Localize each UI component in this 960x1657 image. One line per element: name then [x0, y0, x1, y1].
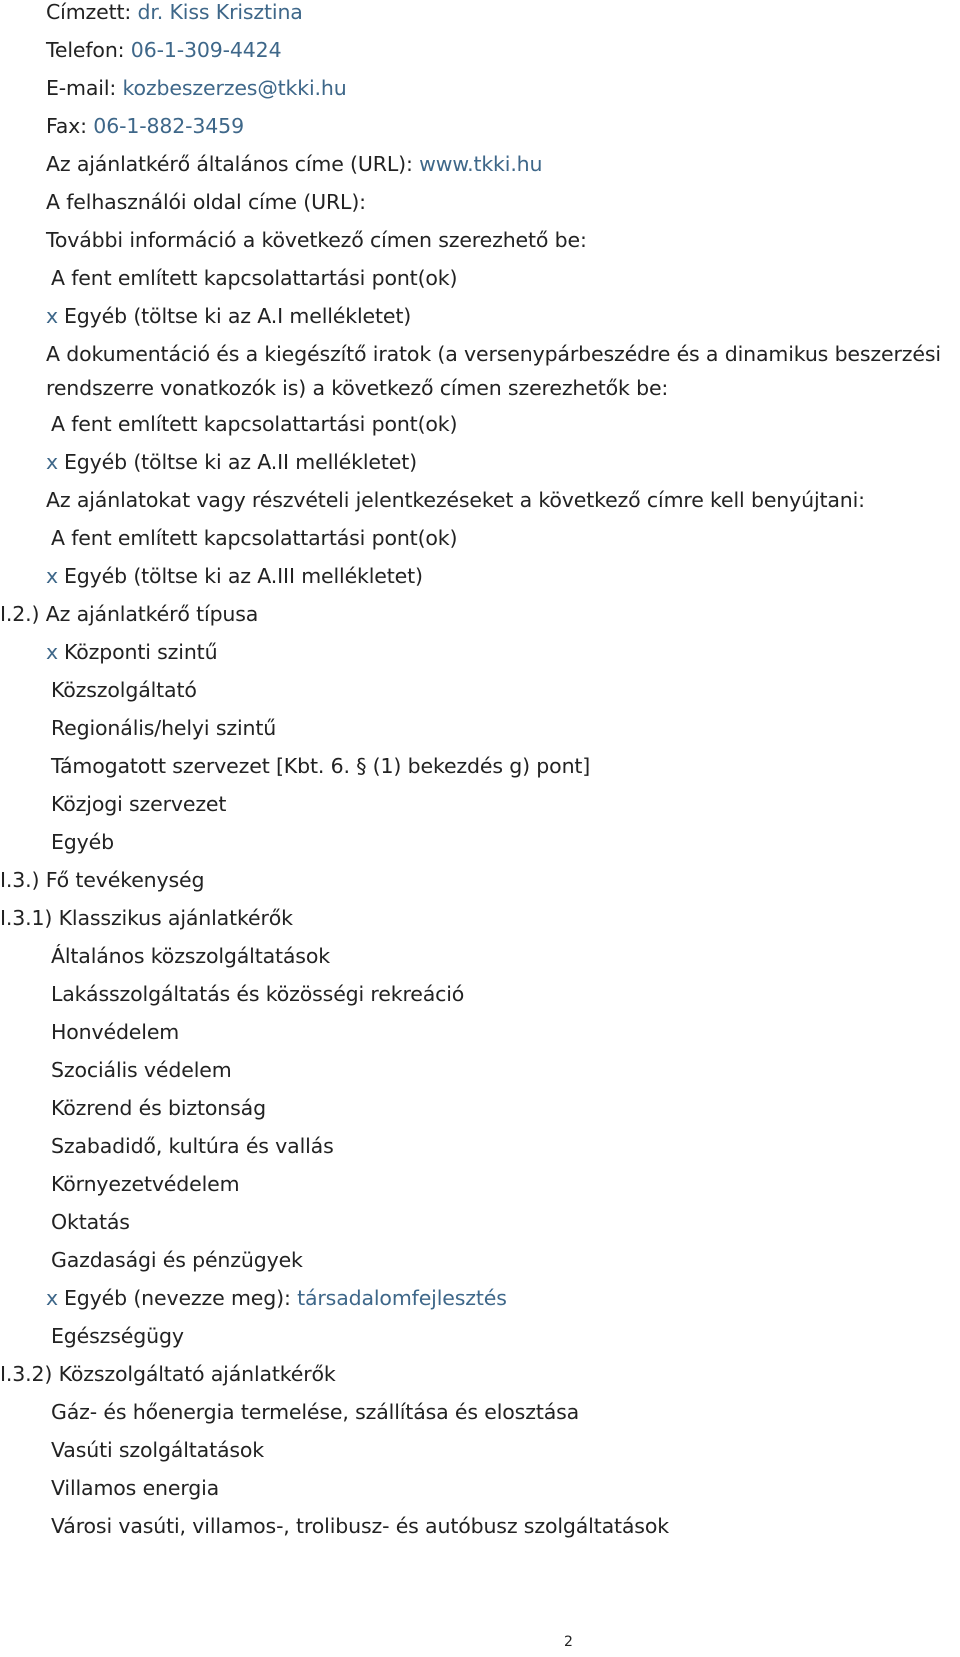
- checked-mark: x: [46, 1286, 58, 1310]
- activity-option: Oktatás: [51, 1210, 130, 1234]
- submission-option-contact: A fent említett kapcsolattartási pont(ok): [51, 526, 458, 550]
- buyer-type-option: Közszolgáltató: [51, 678, 197, 702]
- phone-value: 06-1-309-4424: [130, 38, 282, 62]
- buyer-type-option: Regionális/helyi szintű: [51, 716, 277, 740]
- recipient-value: dr. Kiss Krisztina: [137, 0, 303, 24]
- option-label: Egyéb (nevezze meg):: [63, 1286, 291, 1310]
- option-label: Egyéb (töltse ki az A.III mellékletet): [63, 564, 423, 588]
- activity-option: Általános közszolgáltatások: [51, 944, 330, 968]
- section-1-3-heading: I.3.) Fő tevékenység: [0, 868, 205, 892]
- buyer-type-option: Támogatott szervezet [Kbt. 6. § (1) bekezdés g) pont]: [51, 754, 591, 778]
- activity-option: Szociális védelem: [51, 1058, 232, 1082]
- phone-label: Telefon:: [46, 38, 125, 62]
- documents-option-contact: A fent említett kapcsolattartási pont(ok): [51, 412, 458, 436]
- fax-value: 06-1-882-3459: [93, 114, 244, 138]
- option-label: Központi szintű: [63, 640, 218, 664]
- utility-option: Városi vasúti, villamos-, trolibusz- és autóbusz szolgáltatások: [51, 1514, 669, 1538]
- option-label: Egyéb (töltse ki az A.II mellékletet): [63, 450, 417, 474]
- activity-option: Egészségügy: [51, 1324, 184, 1348]
- recipient-label: Címzett:: [46, 0, 132, 24]
- section-1-3-1-heading: I.3.1) Klasszikus ajánlatkérők: [0, 906, 293, 930]
- fax-line: [46, 114, 244, 138]
- further-info-heading: További információ a következő címen szerezhető be:: [46, 228, 587, 252]
- documents-heading-line-1: A dokumentáció és a kiegészítő iratok (a versenypárbeszédre és a dinamikus beszerzési: [46, 342, 941, 366]
- other-activity-value: társadalomfejlesztés: [297, 1286, 507, 1310]
- further-info-option-other: [46, 304, 411, 328]
- buyer-type-option: Közjogi szervezet: [51, 792, 227, 816]
- buyer-profile-label: A felhasználói oldal címe (URL):: [46, 190, 366, 214]
- general-url-line: [46, 152, 542, 176]
- checked-mark: x: [46, 640, 58, 664]
- submission-heading: Az ajánlatokat vagy részvételi jelentkezéseket a következő címre kell benyújtani:: [46, 488, 865, 512]
- activity-option: Szabadidő, kultúra és vallás: [51, 1134, 334, 1158]
- further-info-option-contact: A fent említett kapcsolattartási pont(ok): [51, 266, 458, 290]
- email-value: kozbeszerzes@tkki.hu: [122, 76, 347, 100]
- utility-option: Gáz- és hőenergia termelése, szállítása és elosztása: [51, 1400, 580, 1424]
- general-url-value: www.tkki.hu: [419, 152, 543, 176]
- email-line: [46, 76, 347, 100]
- submission-option-other: [46, 564, 423, 588]
- activity-option: Honvédelem: [51, 1020, 180, 1044]
- checked-mark: x: [46, 304, 58, 328]
- activity-option: Gazdasági és pénzügyek: [51, 1248, 303, 1272]
- recipient-line: [46, 0, 303, 24]
- documents-heading-line-2: rendszerre vonatkozók is) a következő címen szerezhetők be:: [46, 376, 669, 400]
- buyer-type-option: [46, 640, 217, 664]
- fax-label: Fax:: [46, 114, 87, 138]
- buyer-type-option: Egyéb: [51, 830, 114, 854]
- checked-mark: x: [46, 450, 58, 474]
- phone-line: [46, 38, 281, 62]
- activity-option-other: [46, 1286, 507, 1310]
- utility-option: Vasúti szolgáltatások: [51, 1438, 265, 1462]
- utility-option: Villamos energia: [51, 1476, 220, 1500]
- documents-option-other: [46, 450, 417, 474]
- general-url-label: Az ajánlatkérő általános címe (URL):: [46, 152, 413, 176]
- email-label: E-mail:: [46, 76, 117, 100]
- page-number: 2: [564, 1634, 573, 1650]
- activity-option: Lakásszolgáltatás és közösségi rekreáció: [51, 982, 465, 1006]
- activity-option: Környezetvédelem: [51, 1172, 240, 1196]
- checked-mark: x: [46, 564, 58, 588]
- activity-option: Közrend és biztonság: [51, 1096, 266, 1120]
- option-label: Egyéb (töltse ki az A.I mellékletet): [63, 304, 412, 328]
- section-1-2-heading: I.2.) Az ajánlatkérő típusa: [0, 602, 259, 626]
- section-1-3-2-heading: I.3.2) Közszolgáltató ajánlatkérők: [0, 1362, 336, 1386]
